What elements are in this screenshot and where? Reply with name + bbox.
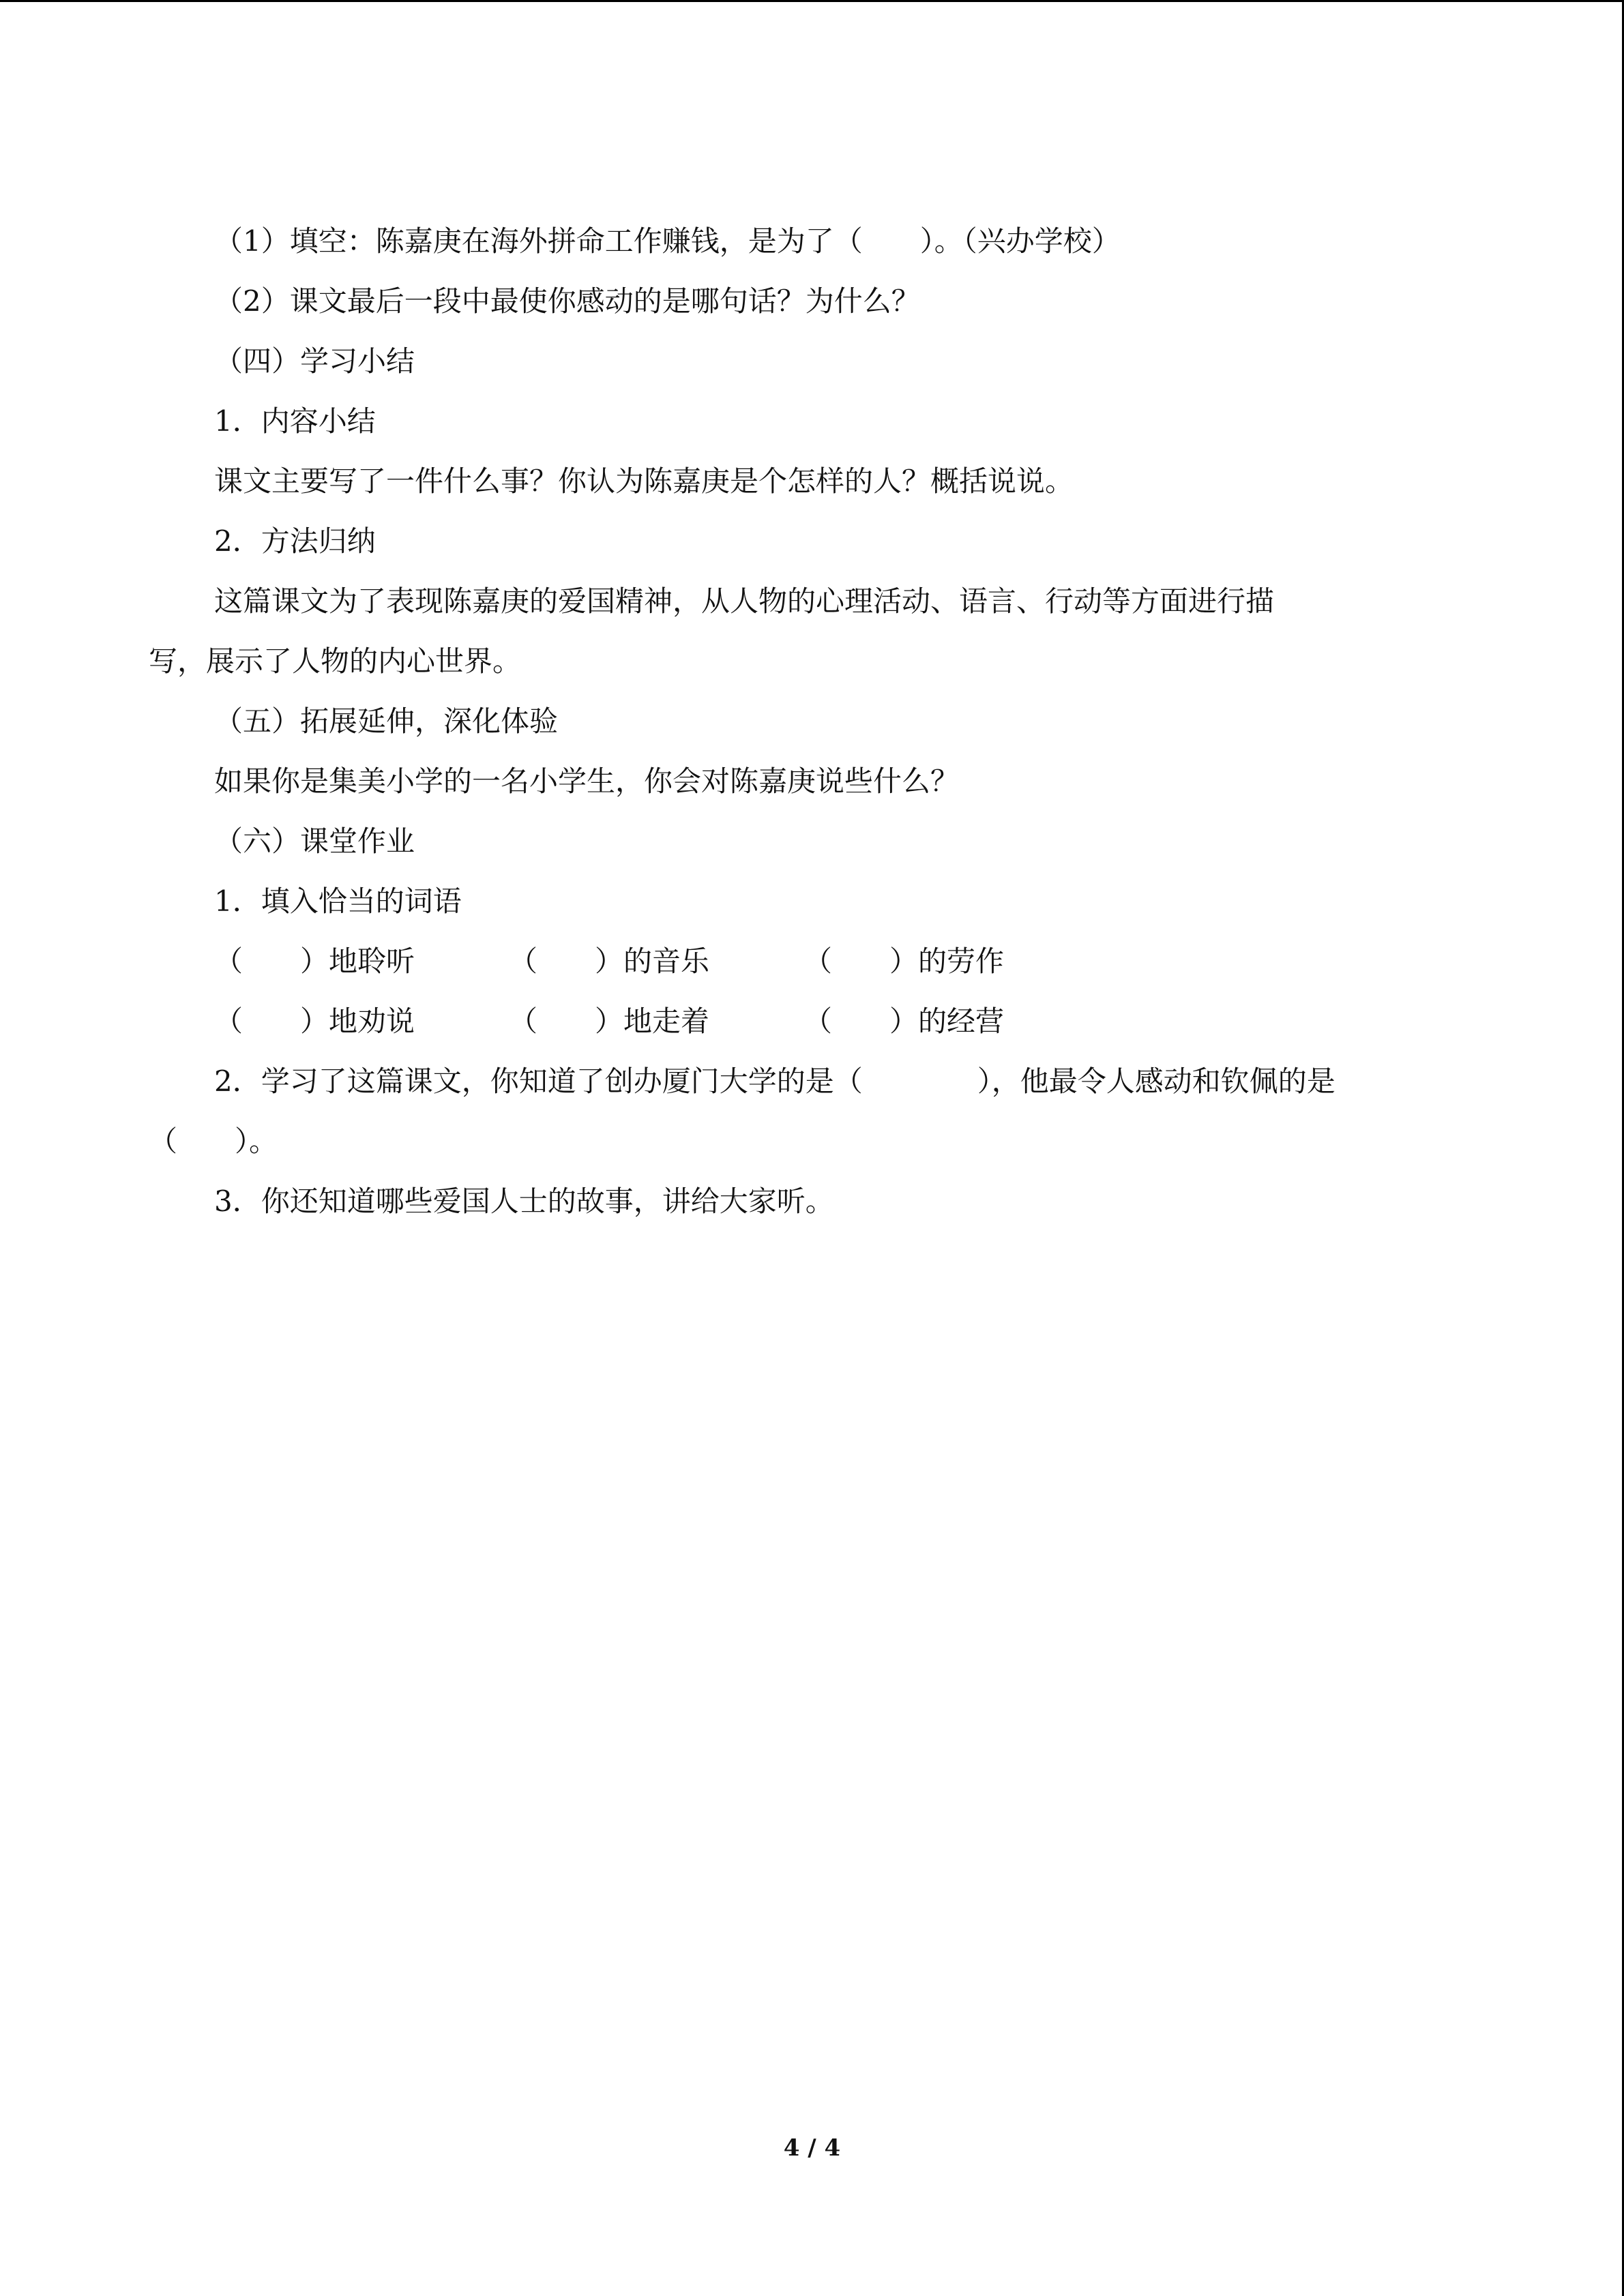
paragraph-method-line-1: 这篇课文为了表现陈嘉庚的爱国精神，从人物的心理活动、语言、行动等方面进行描 <box>214 584 1275 618</box>
homework-item-2-line-2: （ ）。 <box>149 1124 278 1158</box>
paragraph-content-summary: 课文主要写了一件什么事？你认为陈嘉庚是个怎样的人？概括说说。 <box>214 464 1074 498</box>
homework-item-3: 3．你还知道哪些爱国人士的故事，讲给大家听。 <box>214 1184 834 1218</box>
blank-row-1 <box>149 931 1486 992</box>
subheading-method: 2．方法归纳 <box>214 524 376 558</box>
blank-item: （ ）地聆听 <box>214 944 415 978</box>
blank-row-2 <box>149 992 1486 1052</box>
section-heading-summary: （四）学习小结 <box>214 344 415 378</box>
blank-item: （ ）的劳作 <box>803 944 1005 978</box>
blank-item: （ ）的经营 <box>803 1004 1005 1038</box>
document-body <box>149 211 1486 1232</box>
blank-item: （ ）的音乐 <box>509 944 710 978</box>
blank-item: （ ）地走着 <box>509 1004 710 1038</box>
question-fill-blank: （1）填空：陈嘉庚在海外拼命工作赚钱，是为了（ ）。（兴办学校） <box>214 224 1121 258</box>
homework-item-1: 1．填入恰当的词语 <box>214 884 462 918</box>
paragraph-extension: 如果你是集美小学的一名小学生，你会对陈嘉庚说些什么？ <box>214 764 960 798</box>
page-number: 4 / 4 <box>783 2134 841 2162</box>
section-heading-homework: （六）课堂作业 <box>214 824 415 858</box>
homework-item-2-line-1: 2．学习了这篇课文，你知道了创办厦门大学的是（ ），他最令人感动和钦佩的是 <box>214 1064 1335 1098</box>
question-moving-sentence: （2）课文最后一段中最使你感动的是哪句话？为什么？ <box>214 284 920 318</box>
paragraph-method-line-2: 写，展示了人物的内心世界。 <box>149 644 522 678</box>
blank-item: （ ）地劝说 <box>214 1004 415 1038</box>
section-heading-extension: （五）拓展延伸，深化体验 <box>214 704 559 738</box>
subheading-content-summary: 1．内容小结 <box>214 404 376 438</box>
